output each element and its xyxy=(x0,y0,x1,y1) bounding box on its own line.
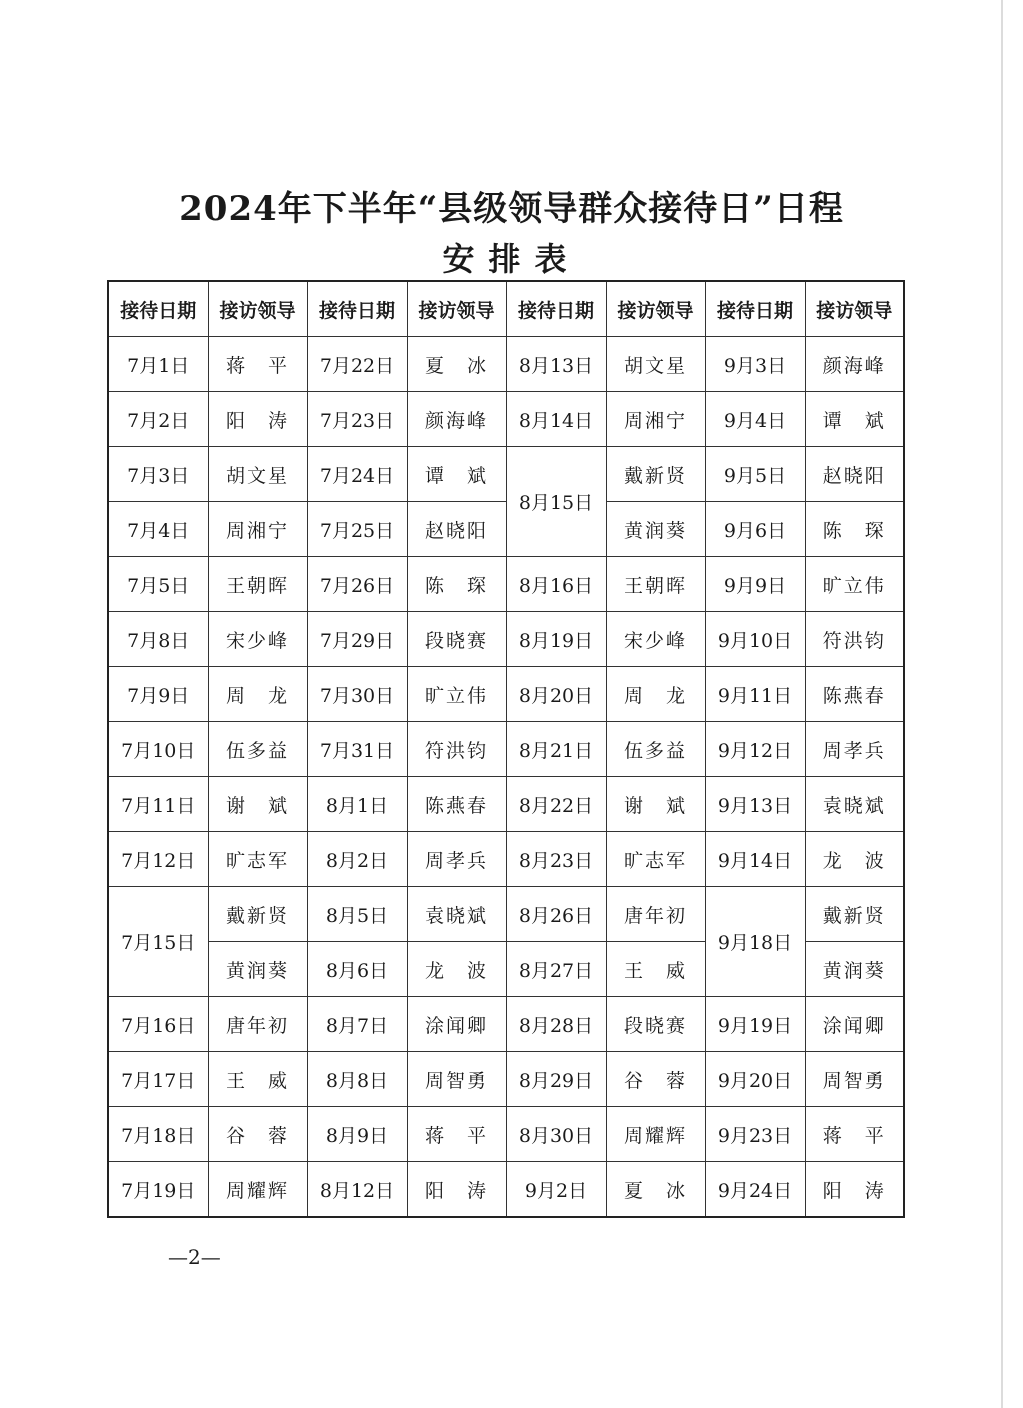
leader-cell: 阳 涛 xyxy=(805,1162,904,1218)
header-leader: 接访领导 xyxy=(407,281,506,337)
date-cell: 7月22日 xyxy=(307,337,407,392)
date-cell: 8月13日 xyxy=(506,337,606,392)
date-cell: 7月12日 xyxy=(108,832,208,887)
header-leader: 接访领导 xyxy=(805,281,904,337)
leader-cell: 阳 涛 xyxy=(208,392,307,447)
header-leader: 接访领导 xyxy=(208,281,307,337)
date-cell: 8月12日 xyxy=(307,1162,407,1218)
date-cell: 7月1日 xyxy=(108,337,208,392)
date-cell: 7月9日 xyxy=(108,667,208,722)
date-cell-merged: 8月15日 xyxy=(506,447,606,557)
date-cell: 8月23日 xyxy=(506,832,606,887)
table-row xyxy=(108,612,904,667)
date-cell: 8月21日 xyxy=(506,722,606,777)
date-cell: 8月9日 xyxy=(307,1107,407,1162)
leader-cell: 周智勇 xyxy=(805,1052,904,1107)
leader-cell: 周 龙 xyxy=(606,667,705,722)
date-cell: 9月9日 xyxy=(705,557,805,612)
leader-cell: 周湘宁 xyxy=(606,392,705,447)
leader-cell: 涂闻卿 xyxy=(805,997,904,1052)
date-cell: 9月10日 xyxy=(705,612,805,667)
leader-cell: 谢 斌 xyxy=(208,777,307,832)
leader-cell: 戴新贤 xyxy=(805,887,904,942)
table-row xyxy=(108,447,904,502)
leader-cell: 伍多益 xyxy=(208,722,307,777)
date-cell: 7月17日 xyxy=(108,1052,208,1107)
leader-cell: 颜海峰 xyxy=(805,337,904,392)
leader-cell: 袁晓斌 xyxy=(407,887,506,942)
leader-cell: 王 威 xyxy=(606,942,705,997)
date-cell: 7月19日 xyxy=(108,1162,208,1218)
leader-cell: 陈燕春 xyxy=(407,777,506,832)
leader-cell: 谷 蓉 xyxy=(208,1107,307,1162)
date-cell: 9月2日 xyxy=(506,1162,606,1218)
leader-cell: 赵晓阳 xyxy=(407,502,506,557)
leader-cell: 黄润葵 xyxy=(208,942,307,997)
leader-cell: 胡文星 xyxy=(606,337,705,392)
leader-cell: 王 威 xyxy=(208,1052,307,1107)
date-cell: 9月3日 xyxy=(705,337,805,392)
leader-cell: 伍多益 xyxy=(606,722,705,777)
date-cell: 8月28日 xyxy=(506,997,606,1052)
leader-cell: 宋少峰 xyxy=(606,612,705,667)
leader-cell: 谢 斌 xyxy=(606,777,705,832)
date-cell: 9月13日 xyxy=(705,777,805,832)
date-cell: 8月19日 xyxy=(506,612,606,667)
leader-cell: 黄润葵 xyxy=(805,942,904,997)
table-row xyxy=(108,777,904,832)
leader-cell: 周孝兵 xyxy=(407,832,506,887)
leader-cell: 胡文星 xyxy=(208,447,307,502)
date-cell-merged: 7月15日 xyxy=(108,887,208,997)
leader-cell: 戴新贤 xyxy=(606,447,705,502)
date-cell: 7月2日 xyxy=(108,392,208,447)
date-cell: 8月5日 xyxy=(307,887,407,942)
leader-cell: 唐年初 xyxy=(208,997,307,1052)
table-row xyxy=(108,1052,904,1107)
document-subtitle: 安排表 xyxy=(442,240,581,278)
table-row xyxy=(108,997,904,1052)
page-number: —2— xyxy=(168,1245,221,1269)
leader-cell: 陈 琛 xyxy=(407,557,506,612)
leader-cell: 符洪钧 xyxy=(407,722,506,777)
table-header-row xyxy=(108,281,904,337)
header-leader: 接访领导 xyxy=(606,281,705,337)
date-cell: 7月16日 xyxy=(108,997,208,1052)
table-row xyxy=(108,887,904,942)
date-cell: 8月7日 xyxy=(307,997,407,1052)
leader-cell: 阳 涛 xyxy=(407,1162,506,1218)
date-cell: 7月29日 xyxy=(307,612,407,667)
date-cell: 7月4日 xyxy=(108,502,208,557)
schedule-table xyxy=(107,280,905,1218)
leader-cell: 黄润葵 xyxy=(606,502,705,557)
table-row xyxy=(108,832,904,887)
date-cell: 7月25日 xyxy=(307,502,407,557)
leader-cell: 龙 波 xyxy=(407,942,506,997)
date-cell: 7月18日 xyxy=(108,1107,208,1162)
leader-cell: 宋少峰 xyxy=(208,612,307,667)
leader-cell: 周 龙 xyxy=(208,667,307,722)
leader-cell: 王朝晖 xyxy=(208,557,307,612)
header-date: 接待日期 xyxy=(108,281,208,337)
table-row xyxy=(108,667,904,722)
date-cell: 9月4日 xyxy=(705,392,805,447)
leader-cell: 夏 冰 xyxy=(606,1162,705,1218)
leader-cell: 周湘宁 xyxy=(208,502,307,557)
leader-cell: 周耀辉 xyxy=(606,1107,705,1162)
leader-cell: 周孝兵 xyxy=(805,722,904,777)
date-cell: 8月1日 xyxy=(307,777,407,832)
date-cell: 8月27日 xyxy=(506,942,606,997)
date-cell: 8月22日 xyxy=(506,777,606,832)
leader-cell: 蒋 平 xyxy=(208,337,307,392)
leader-cell: 周耀辉 xyxy=(208,1162,307,1218)
leader-cell: 段晓赛 xyxy=(606,997,705,1052)
table-row xyxy=(108,1162,904,1218)
date-cell: 9月5日 xyxy=(705,447,805,502)
leader-cell: 符洪钧 xyxy=(805,612,904,667)
date-cell: 8月29日 xyxy=(506,1052,606,1107)
leader-cell: 谭 斌 xyxy=(805,392,904,447)
header-date: 接待日期 xyxy=(705,281,805,337)
date-cell: 9月12日 xyxy=(705,722,805,777)
date-cell: 8月2日 xyxy=(307,832,407,887)
leader-cell: 周智勇 xyxy=(407,1052,506,1107)
table-row xyxy=(108,337,904,392)
date-cell: 9月24日 xyxy=(705,1162,805,1218)
table-row xyxy=(108,392,904,447)
leader-cell: 旷立伟 xyxy=(407,667,506,722)
leader-cell: 段晓赛 xyxy=(407,612,506,667)
date-cell: 7月10日 xyxy=(108,722,208,777)
leader-cell: 龙 波 xyxy=(805,832,904,887)
date-cell: 8月14日 xyxy=(506,392,606,447)
leader-cell: 夏 冰 xyxy=(407,337,506,392)
leader-cell: 谷 蓉 xyxy=(606,1052,705,1107)
leader-cell: 蒋 平 xyxy=(805,1107,904,1162)
leader-cell: 陈 琛 xyxy=(805,502,904,557)
date-cell: 7月11日 xyxy=(108,777,208,832)
date-cell: 9月19日 xyxy=(705,997,805,1052)
date-cell: 8月8日 xyxy=(307,1052,407,1107)
date-cell: 9月11日 xyxy=(705,667,805,722)
date-cell: 7月24日 xyxy=(307,447,407,502)
date-cell: 8月20日 xyxy=(506,667,606,722)
leader-cell: 戴新贤 xyxy=(208,887,307,942)
leader-cell: 谭 斌 xyxy=(407,447,506,502)
leader-cell: 颜海峰 xyxy=(407,392,506,447)
leader-cell: 蒋 平 xyxy=(407,1107,506,1162)
leader-cell: 唐年初 xyxy=(606,887,705,942)
leader-cell: 旷立伟 xyxy=(805,557,904,612)
date-cell: 8月30日 xyxy=(506,1107,606,1162)
leader-cell: 陈燕春 xyxy=(805,667,904,722)
table-row xyxy=(108,557,904,612)
date-cell: 7月5日 xyxy=(108,557,208,612)
date-cell: 8月26日 xyxy=(506,887,606,942)
date-cell: 7月26日 xyxy=(307,557,407,612)
leader-cell: 涂闻卿 xyxy=(407,997,506,1052)
leader-cell: 赵晓阳 xyxy=(805,447,904,502)
date-cell: 7月8日 xyxy=(108,612,208,667)
date-cell: 9月14日 xyxy=(705,832,805,887)
date-cell: 7月31日 xyxy=(307,722,407,777)
date-cell: 9月20日 xyxy=(705,1052,805,1107)
date-cell: 9月23日 xyxy=(705,1107,805,1162)
table-row xyxy=(108,1107,904,1162)
document-title: 2024年下半年“县级领导群众接待日”日程 xyxy=(179,189,844,229)
header-date: 接待日期 xyxy=(307,281,407,337)
leader-cell: 旷志军 xyxy=(606,832,705,887)
leader-cell: 旷志军 xyxy=(208,832,307,887)
leader-cell: 袁晓斌 xyxy=(805,777,904,832)
date-cell: 8月16日 xyxy=(506,557,606,612)
table-row xyxy=(108,722,904,777)
date-cell: 8月6日 xyxy=(307,942,407,997)
date-cell: 7月3日 xyxy=(108,447,208,502)
date-cell-merged: 9月18日 xyxy=(705,887,805,997)
date-cell: 9月6日 xyxy=(705,502,805,557)
header-date: 接待日期 xyxy=(506,281,606,337)
date-cell: 7月30日 xyxy=(307,667,407,722)
date-cell: 7月23日 xyxy=(307,392,407,447)
leader-cell: 王朝晖 xyxy=(606,557,705,612)
